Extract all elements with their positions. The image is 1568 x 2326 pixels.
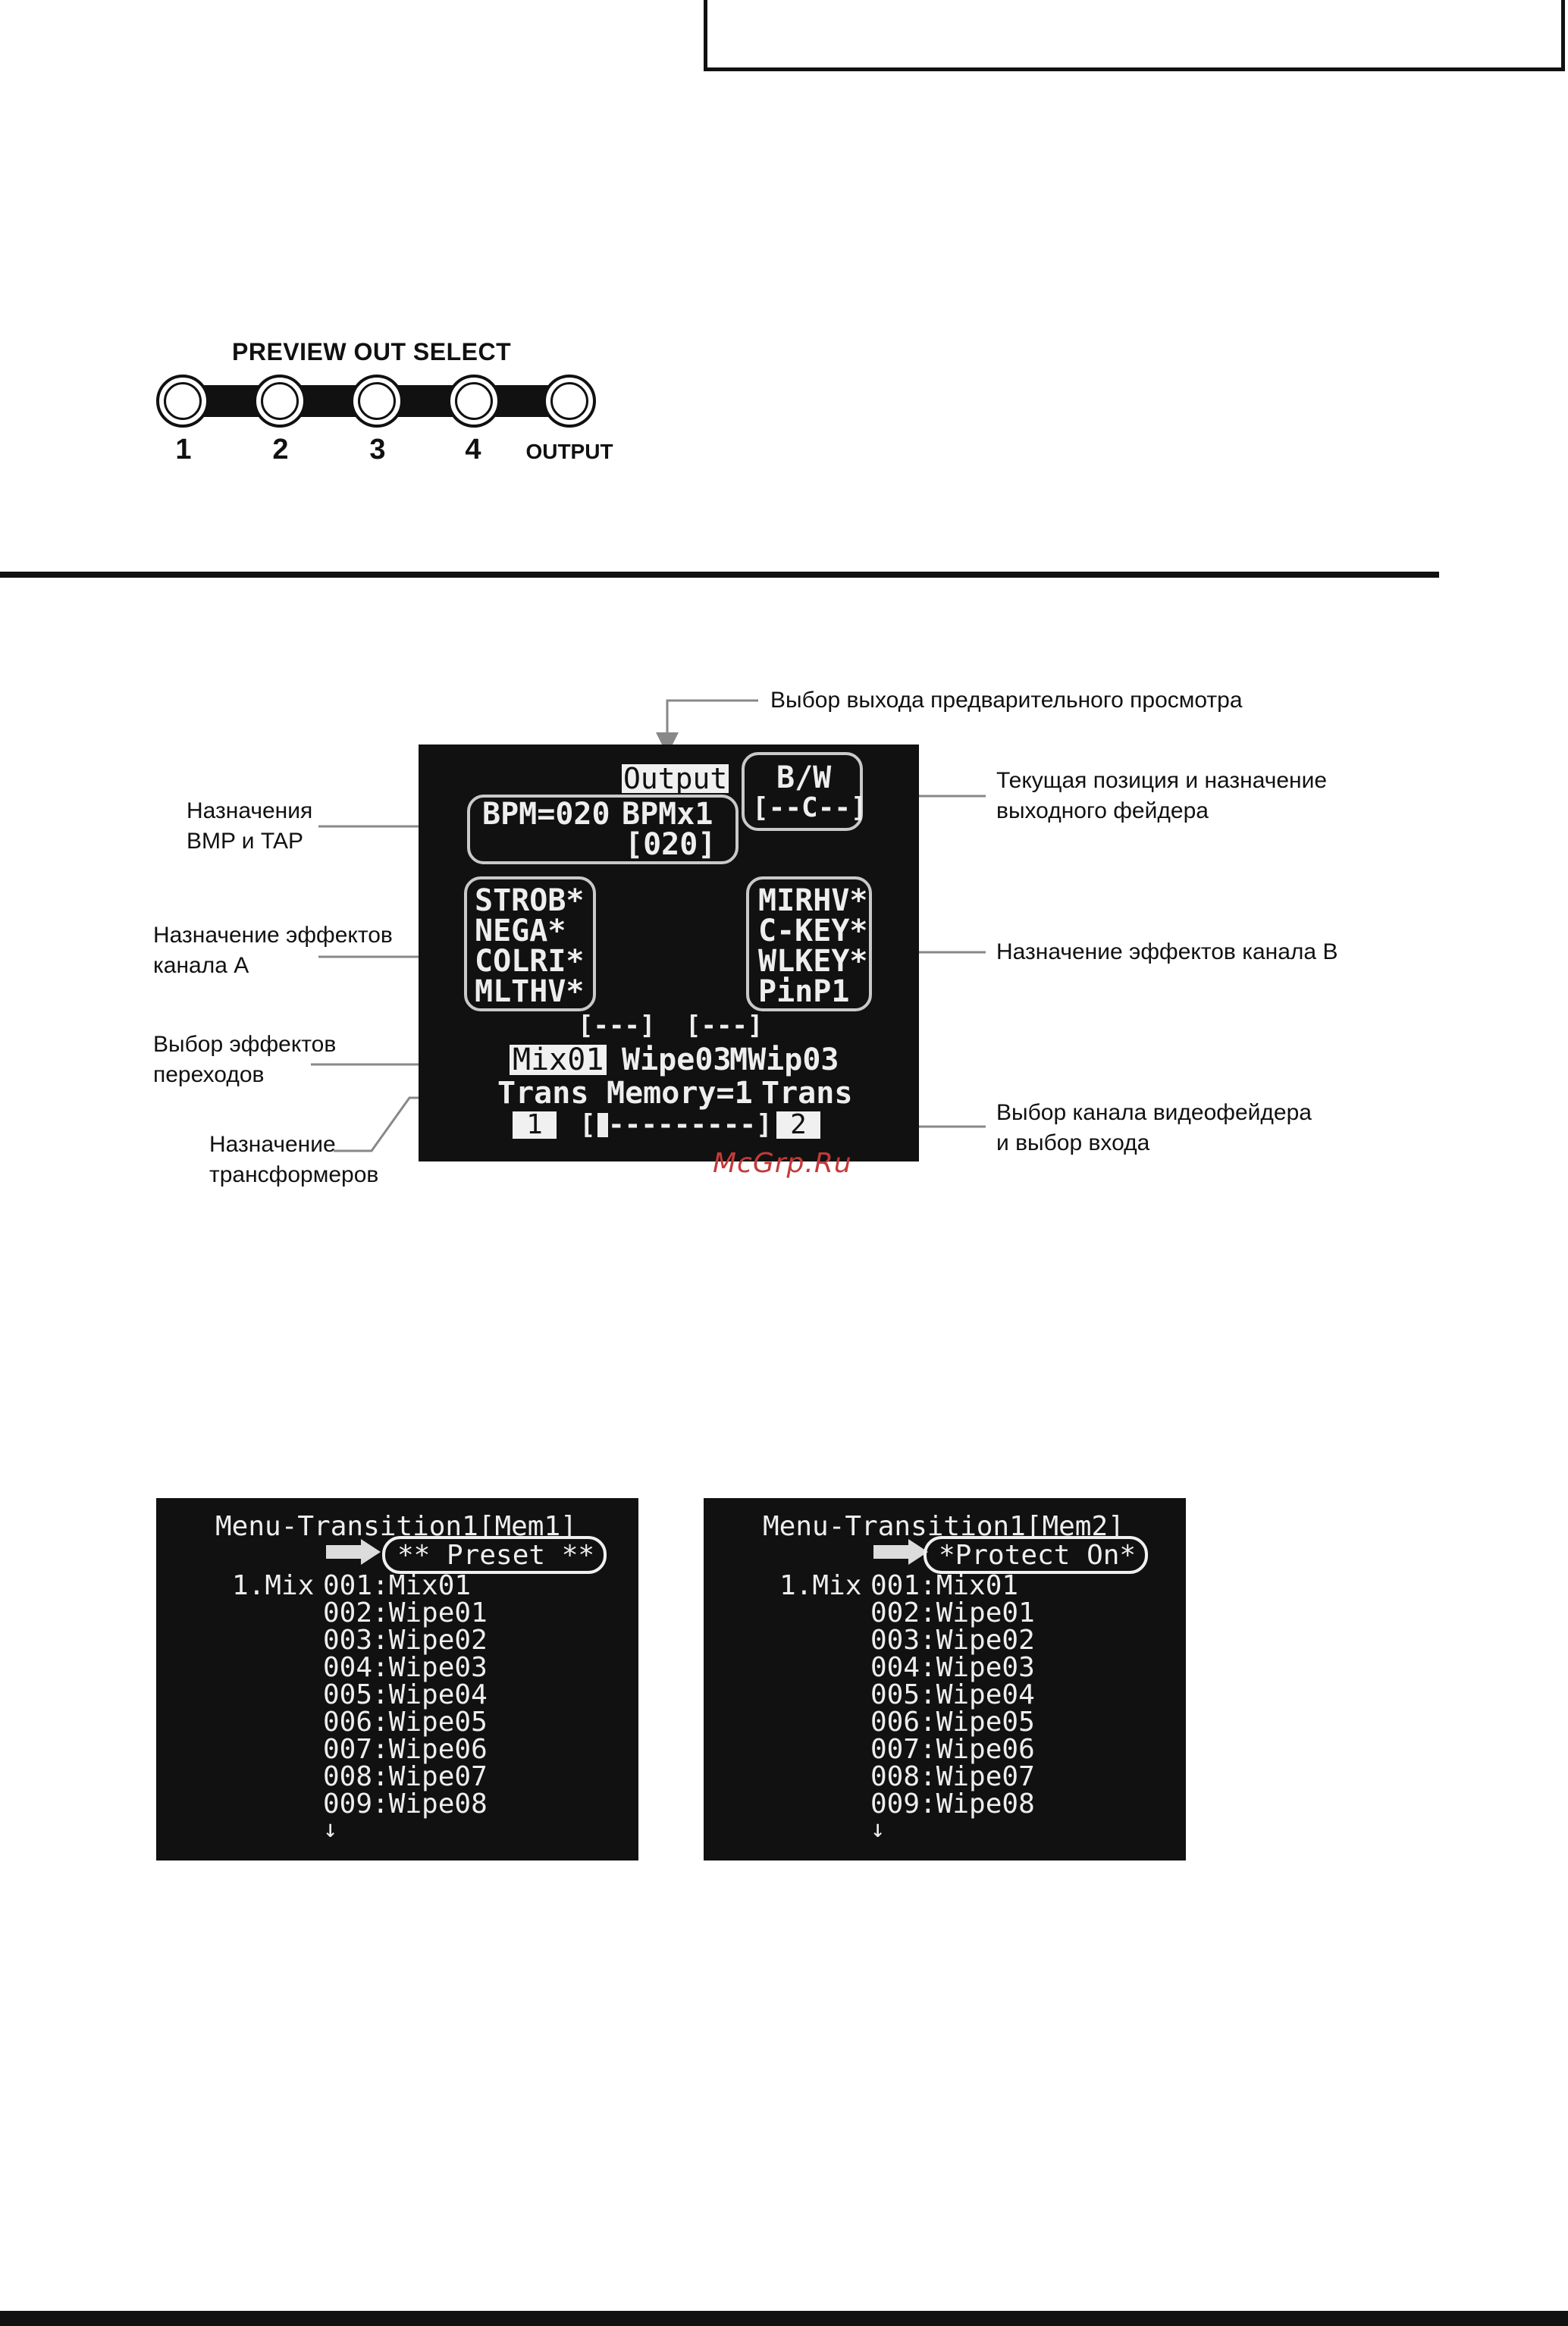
arrow-shaft-icon xyxy=(326,1545,365,1559)
menu-left-entry-6[interactable]: 006:Wipe05 xyxy=(323,1707,488,1738)
lcd-main-screen xyxy=(419,745,919,1161)
menu-left-entry-8[interactable]: 008:Wipe07 xyxy=(323,1761,488,1792)
trans-bracket-right: [---] xyxy=(685,1011,764,1041)
menu-left-entry-1[interactable]: 001:Mix01 xyxy=(323,1570,472,1601)
trans-left: Trans xyxy=(497,1076,589,1111)
memory-value: Memory=1 xyxy=(607,1076,753,1111)
menu-right-title: Menu-Transition1[Mem2] xyxy=(763,1511,1124,1542)
trans-bracket-left: [---] xyxy=(578,1011,656,1041)
effect-a-3: COLRI* xyxy=(475,944,585,979)
menu-left-status: ** Preset ** xyxy=(397,1540,595,1571)
effect-b-3: WLKEY* xyxy=(758,944,868,979)
menu-left-entry-3[interactable]: 003:Wipe02 xyxy=(323,1625,488,1656)
bw-label: B/W xyxy=(776,760,832,795)
callout-bpm-tap: Назначения BMP и TAP xyxy=(187,798,313,854)
bpm-multiplier: BPMx1 xyxy=(622,797,713,832)
menu-right-entry-4[interactable]: 004:Wipe03 xyxy=(870,1652,1035,1683)
trans-right: Trans xyxy=(761,1076,853,1111)
bpm-value: BPM=020 xyxy=(482,797,610,832)
menu-right-entry-3[interactable]: 003:Wipe02 xyxy=(870,1625,1035,1656)
scroll-down-icon[interactable]: ↓ xyxy=(323,1814,338,1843)
bottom-rule xyxy=(0,2311,1568,2326)
arrow-shaft-icon xyxy=(873,1545,913,1559)
watermark: McGrp.Ru xyxy=(713,1148,852,1179)
callout-effects-b: Назначение эффектов канала B xyxy=(996,939,1338,964)
effect-b-4: PinP1 xyxy=(758,974,850,1009)
menu-right-entry-5[interactable]: 005:Wipe04 xyxy=(870,1679,1035,1710)
menu-left-title: Menu-Transition1[Mem1] xyxy=(215,1511,577,1542)
effect-a-4: MLTHV* xyxy=(475,974,585,1009)
button-label-4: 4 xyxy=(465,434,481,466)
effect-b-2: C-KEY* xyxy=(758,914,868,948)
callout-effects-a: Назначение эффектов канала A xyxy=(153,923,393,978)
fader-bar-rest: ---------] xyxy=(608,1109,773,1140)
effect-a-2: NEGA* xyxy=(475,914,566,948)
menu-left-entry-7[interactable]: 007:Wipe06 xyxy=(323,1734,488,1765)
channel-right: 2 xyxy=(776,1111,820,1139)
menu-right-entry-9[interactable]: 009:Wipe08 xyxy=(870,1788,1035,1820)
mwipe-selection: MWip03 xyxy=(729,1042,839,1077)
channel-left: 1 xyxy=(513,1111,557,1139)
callout-fader-current: Текущая позиция и назначение выходного фейдера xyxy=(996,768,1328,823)
menu-screen-left xyxy=(156,1498,638,1860)
menu-right-entry-1[interactable]: 001:Mix01 xyxy=(870,1570,1019,1601)
wipe-selection: Wipe03 xyxy=(622,1042,732,1077)
menu-left-item-label: 1.Mix xyxy=(232,1570,315,1601)
menu-screen-right xyxy=(704,1498,1186,1860)
menu-left-entry-9[interactable]: 009:Wipe08 xyxy=(323,1788,488,1820)
output-label: Output xyxy=(623,762,728,795)
menu-right-status: *Protect On* xyxy=(939,1540,1137,1571)
menu-left-entry-4[interactable]: 004:Wipe03 xyxy=(323,1652,488,1683)
fader-position: [--C--] xyxy=(752,792,867,823)
menu-right-entry-7[interactable]: 007:Wipe06 xyxy=(870,1734,1035,1765)
callout-preview-out: Выбор выхода предварительного просмотра xyxy=(770,688,1243,713)
callout-transitions: Выбор эффектов переходов xyxy=(153,1032,337,1087)
button-label-2: 2 xyxy=(272,434,289,466)
menu-right-entry-8[interactable]: 008:Wipe07 xyxy=(870,1761,1035,1792)
tap-value: [020] xyxy=(625,827,717,862)
button-label-3: 3 xyxy=(369,434,386,466)
callout-channel-select: Выбор канала видеофейдера и выбор входа xyxy=(996,1100,1312,1155)
panel-title: PREVIEW OUT SELECT xyxy=(232,338,512,365)
button-label-output: OUTPUT xyxy=(525,440,613,463)
fader-bar-open: [ xyxy=(579,1109,596,1140)
arrow-right-icon xyxy=(361,1539,381,1565)
fader-bar-cursor xyxy=(597,1113,608,1137)
callout-transformers: Назначение трансформеров xyxy=(209,1132,379,1187)
effect-b-1: MIRHV* xyxy=(758,883,868,918)
button-label-1: 1 xyxy=(175,434,192,466)
effect-a-1: STROB* xyxy=(475,883,585,918)
menu-right-entry-6[interactable]: 006:Wipe05 xyxy=(870,1707,1035,1738)
mix-selection: Mix01 xyxy=(510,1045,607,1075)
menu-right-entry-2[interactable]: 002:Wipe01 xyxy=(870,1597,1035,1629)
menu-left-entry-5[interactable]: 005:Wipe04 xyxy=(323,1679,488,1710)
menu-right-item-label: 1.Mix xyxy=(779,1570,862,1601)
menu-left-entry-2[interactable]: 002:Wipe01 xyxy=(323,1597,488,1629)
scroll-down-icon[interactable]: ↓ xyxy=(870,1814,886,1843)
